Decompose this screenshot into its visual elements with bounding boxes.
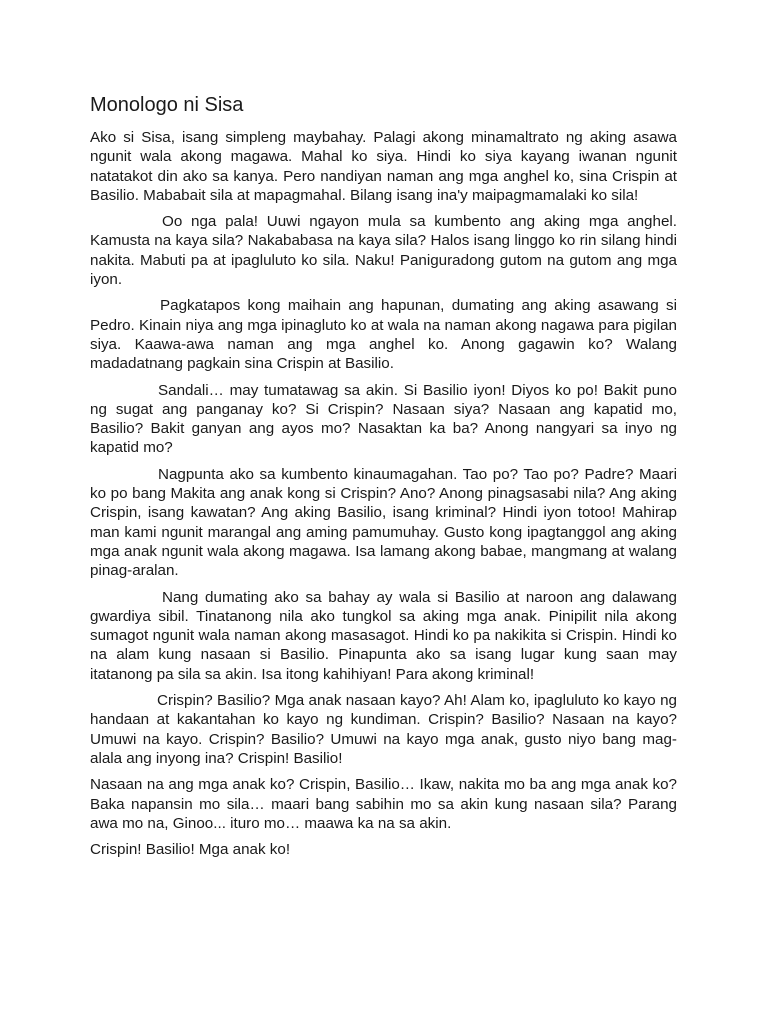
paragraph-2: Oo nga pala! Uuwi ngayon mula sa kumbento ang aking mga anghel. Kamusta na kaya sila? Nakababasa na kaya sila? Halos isang linggo ko rin silang hindi nakita. Mabuti pa at ipagluluto ko sila. Naku! Paniguradong gutom na gutom ang mga iyon. xyxy=(90,213,677,289)
paragraph-8: Nasaan na ang mga anak ko? Crispin, Basilio… Ikaw, nakita mo ba ang mga anak ko? Baka napansin mo sila… maari bang sabihin mo sa akin kung nasaan sila? Parang awa mo na, Ginoo... ituro mo… maawa ka na sa akin. xyxy=(90,776,677,832)
paragraph-5: Nagpunta ako sa kumbento kinaumagahan. Tao po? Tao po? Padre? Maari ko po bang Makita ang anak kong si Crispin? Ano? Anong pinagsasabi nila? Ang aking Crispin, isang kawatan? Ang aking Basilio, isang kriminal? Hindi iyon totoo! Mahirap man kami ngunit marangal ang aming pamumuhay. Gusto kong ipagtanggol ang aking mga anak ngunit wala akong magawa. Isa lamang akong babae, mangmang at walang pinag-aralan. xyxy=(90,465,677,580)
paragraph-6: Nang dumating ako sa bahay ay wala si Basilio at naroon ang dalawang gwardiya sibil. Tinatanong nila ako tungkol sa aking mga anak. Pinipilit nila akong sumagot ngunit wala naman akong masasagot. Hindi ko pa nakikita si Crispin. Hindi ko na alam kung nasaan si Basilio. Pinapunta ako sa isang lugar kung saan may itatanong pa sila sa akin. Isa itong kahihiyan! Para akong kriminal! xyxy=(90,588,677,683)
document-title: Monologo ni Sisa xyxy=(90,94,244,116)
paragraph-1: Ako si Sisa, isang simpleng maybahay. Palagi akong minamaltrato ng aking asawa ngunit wala akong magawa. Mahal ko siya. Hindi ko siya kayang iwanan ngunit natatakot din ako sa kanya. Pero nandiyan naman ang mga anghel ko, sina Crispin at Basilio. Mababait sila at mapagmahal. Bilang isang ina'y maipagmamalaki ko sila! xyxy=(90,129,677,204)
paragraph-9: Crispin! Basilio! Mga anak ko! xyxy=(90,841,291,859)
paragraph-4: Sandali… may tumatawag sa akin. Si Basilio iyon! Diyos ko po! Bakit puno ng sugat ang panganay ko? Si Crispin? Nasaan siya? Nasaan ang kapatid mo, Basilio? Bakit ganyan ang ayos mo? Nasaktan ka ba? Anong nangyari sa inyo ng kapatid mo? xyxy=(90,381,677,457)
paragraph-7: Crispin? Basilio? Mga anak nasaan kayo? Ah! Alam ko, ipagluluto ko kayo ng handaan at kakantahan ko kayo ng kundiman. Crispin? Basilio? Nasaan na kayo? Umuwi na kayo. Crispin? Basilio? Umuwi na kayo mga anak, gusto niyo bang mag-alala ang inyong ina? Crispin! Basilio! xyxy=(90,692,677,767)
document-page xyxy=(90,92,677,866)
paragraph-3: Pagkatapos kong maihain ang hapunan, dumating ang aking asawang si Pedro. Kinain niya ang mga ipinagluto ko at wala na naman akong nagawa para pigilan siya. Kaawa-awa naman ang mga anghel ko. Anong gagawin ko? Walang madadatnang pagkain sina Crispin at Basilio. xyxy=(90,297,677,373)
